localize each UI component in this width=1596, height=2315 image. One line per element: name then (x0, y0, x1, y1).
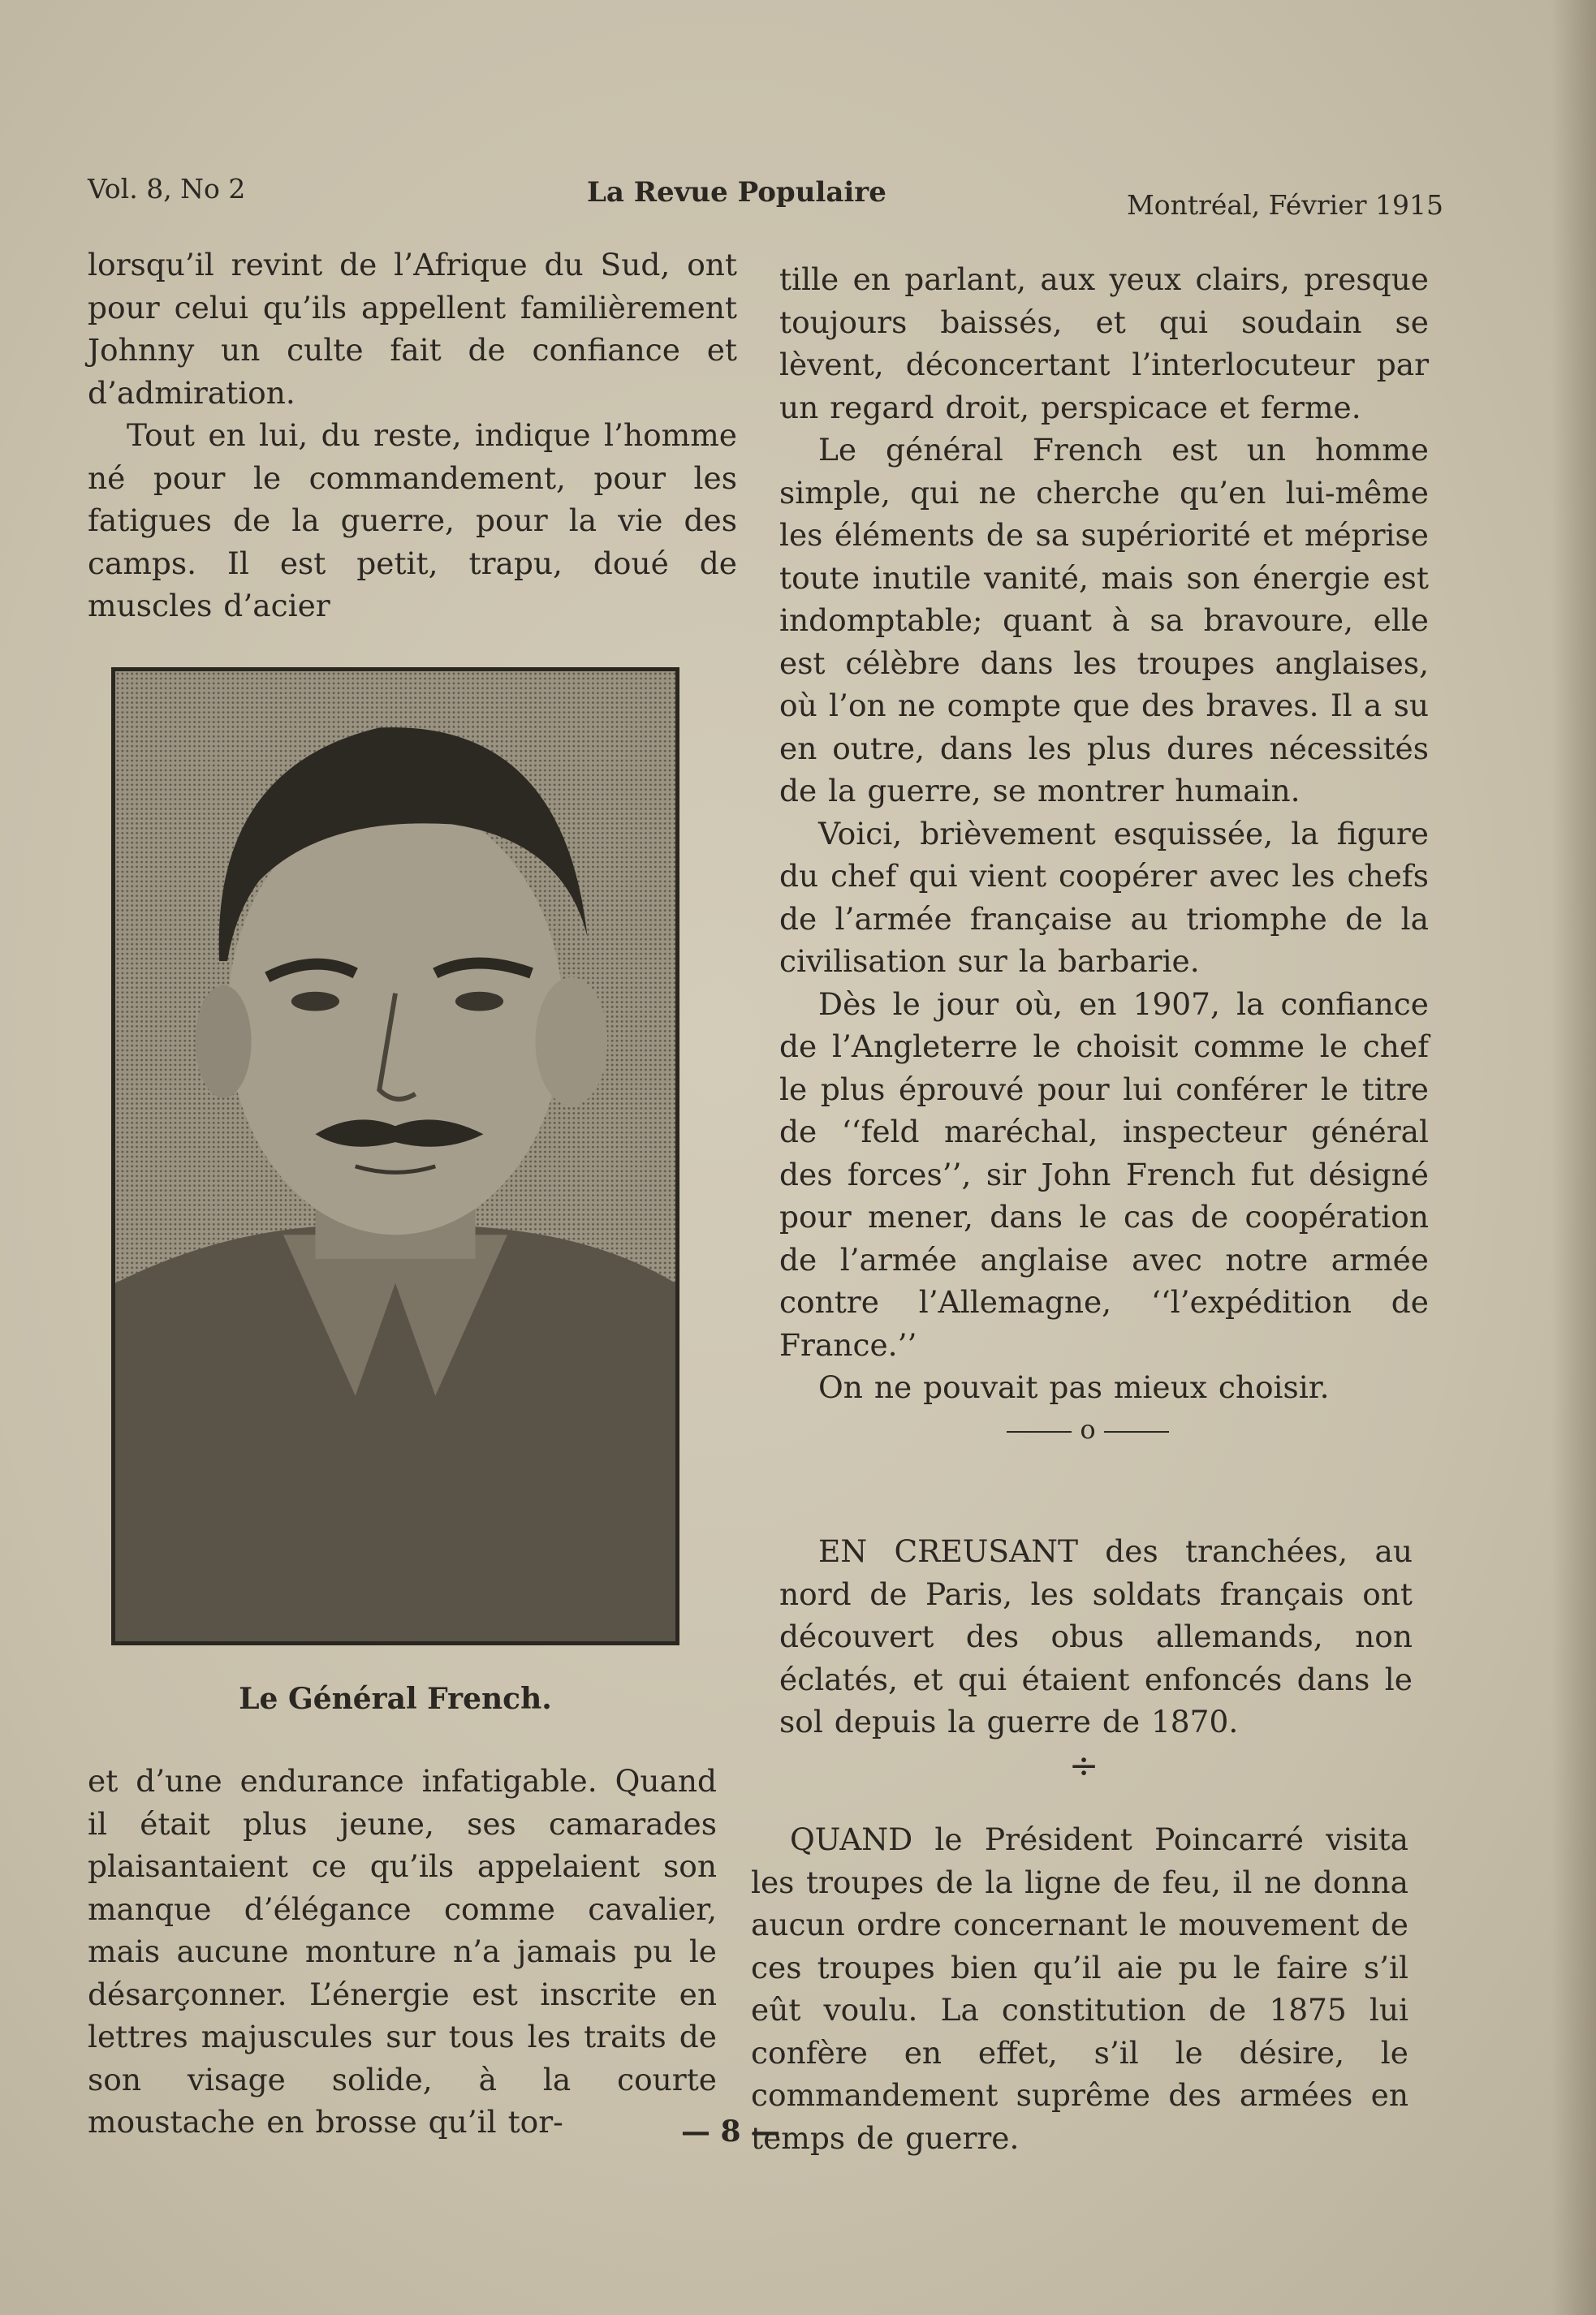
header-title: La Revue Populaire (587, 176, 886, 209)
page-header (88, 166, 1443, 221)
left-column-bottom (88, 1760, 717, 2144)
header-volume: Vol. 8, No 2 (88, 173, 246, 205)
paragraph: QUAND le Président Poincarré visita les troupes de la ligne de feu, il ne donna aucun ordre concernant le mouvement de ces troupes bien qu’il aie pu le faire s’il eût voulu. La constitution de 1875 lui confère en effet, s’il le désire, le commandement suprême des armées en temps de guerre. (751, 1821, 1408, 2156)
paragraph: EN CREUSANT des tranchées, au nord de Paris, les soldats français ont découvert des obus allemands, non éclatés, et qui étaient enfoncés dans le sol depuis la guerre de 1870. (779, 1533, 1413, 1739)
paragraph: lorsqu’il revint de l’Afrique du Sud, ont pour celui qu’ils appellent familièrement Johnny un culte fait de confiance et d’admiration. (88, 247, 737, 411)
paragraph: Le général French est un homme simple, qui ne cherche qu’en lui-même les éléments de sa supériorité et méprise toute inutile vanité, mais son énergie est indomptable; quant à sa bravoure, elle est célèbre dans les troupes anglaises, où l’on ne compte que des braves. Il a su en outre, dans les plus dures nécessités de la guerre, se montrer humain. (779, 432, 1429, 808)
section-divider-2: ÷ (1068, 1745, 1099, 1787)
paragraph: tille en parlant, aux yeux clairs, presque toujours baissés, et qui soudain se lèvent, déconcertant l’interlocuteur par un regard droit, perspicace et ferme. (779, 261, 1429, 425)
photo-caption: Le Général French. (239, 1682, 552, 1716)
news-item-poincarre (751, 1818, 1408, 2159)
paragraph: Tout en lui, du reste, indique l’homme né pour le commandement, pour les fatigues de la guerre, pour la vie des camps. Il est petit, trapu, doué de muscles d’acier (88, 417, 737, 623)
header-date: Montréal, Février 1915 (1126, 189, 1443, 221)
paragraph: Voici, brièvement esquissée, la figure du chef qui vient coopérer avec les chefs de l’armée française au triomphe de la civilisation sur la barbarie. (779, 815, 1429, 979)
news-item-trenches (779, 1530, 1413, 1744)
portrait-illustration (115, 671, 675, 1641)
section-divider (999, 1414, 1177, 1445)
page-edge-shadow (1551, 0, 1596, 2315)
divider-mark: o (1080, 1414, 1096, 1445)
portrait-photo (111, 667, 679, 1645)
paragraph: Dès le jour où, en 1907, la confiance de l’Angleterre le choisit comme le chef le plus éprouvé pour lui conférer le titre de ‘‘feld maréchal, inspecteur général des forces’’, sir John French fut désigné pour mener, dans le cas de coopération de l’armée anglaise avec notre armée contre l’Allemagne, ‘‘l’expédition de France.’’ (779, 985, 1429, 1363)
page-number: — 8 — (680, 2115, 781, 2149)
divider-line (1104, 1431, 1169, 1433)
divider-line (1007, 1431, 1072, 1433)
right-column-top (779, 258, 1429, 1409)
paragraph: et d’une endurance infatigable. Quand il était plus jeune, ses camarades plaisantaient ce qu’ils appelaient son manque d’élégance comme cavalier, mais aucune monture n’a jamais pu le désarçonner. L’énergie est inscrite en lettres majuscules sur tous les traits de son visage solide, à la courte moustache en brosse qu’il tor- (88, 1763, 717, 2140)
paragraph: On ne pouvait pas mieux choisir. (818, 1369, 1330, 1405)
left-column-top (88, 244, 737, 627)
